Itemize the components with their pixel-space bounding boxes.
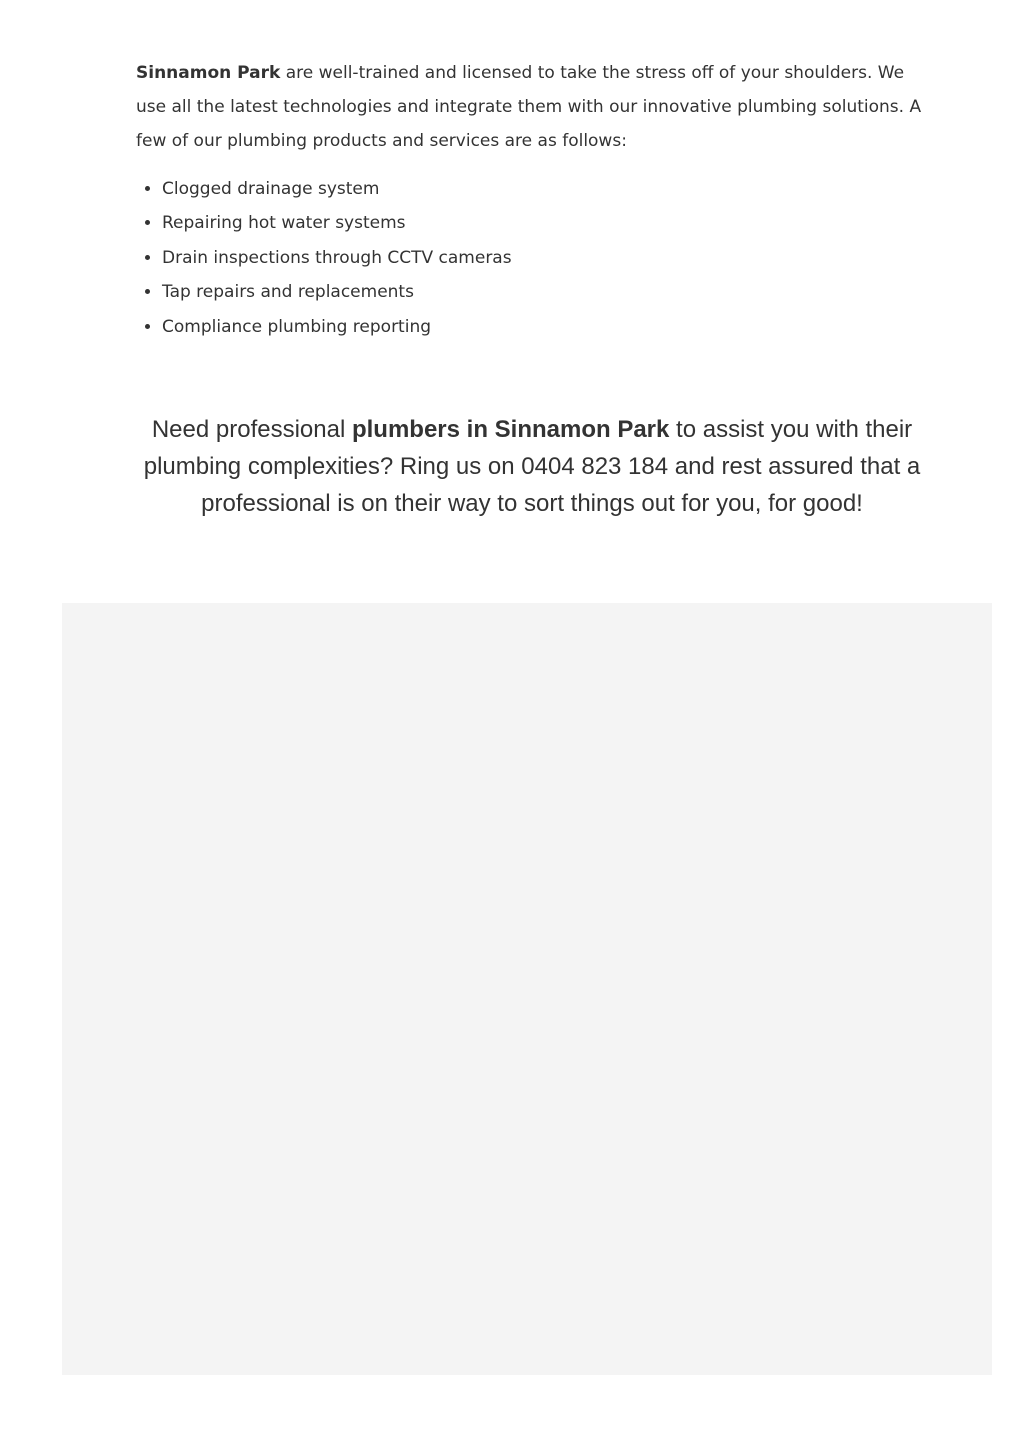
service-item-compliance-reporting: • Compliance plumbing reporting: [162, 310, 512, 344]
cta-suffix: to assist you with their plumbing complexities? Ring us on 0404 823 184 and rest assured that a professional is on their way to sort things out for you, for good!: [143, 416, 921, 517]
service-item-drain-inspections: • Drain inspections through CCTV cameras: [162, 241, 512, 275]
intro-body-text: are well-trained and licensed to take the stress off of your shoulders. We use all the latest technologies and integrate them with our innovative plumbing solutions. A few of our plumbing products and services are as follows:: [136, 63, 922, 151]
service-item-hot-water: • Repairing hot water systems: [162, 206, 512, 240]
intro-location-name: Sinnamon Park: [136, 63, 281, 83]
service-item-clogged-drainage: • Clogged drainage system: [162, 172, 512, 206]
media-placeholder: [62, 603, 992, 1375]
service-item-tap-repairs: • Tap repairs and replacements: [162, 275, 512, 309]
cta-prefix: Need professional: [151, 416, 352, 443]
call-to-action-paragraph: [136, 411, 928, 522]
cta-bold-phrase: plumbers in Sinnamon Park: [351, 416, 670, 443]
intro-paragraph: [136, 56, 926, 158]
services-list: [136, 172, 512, 344]
